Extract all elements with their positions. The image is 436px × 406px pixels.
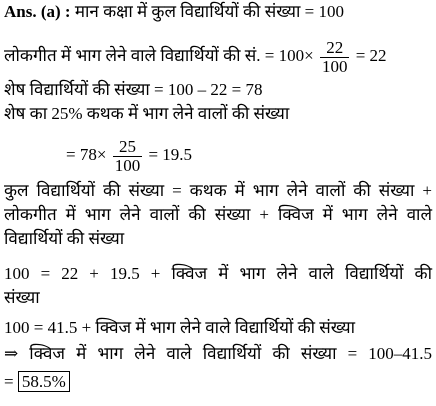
line-2-suffix: = 22 [355, 46, 387, 65]
line-9: 100 = 22 + 19.5 + क्विज में भाग लेने वाले विद्यार्थियों की [4, 264, 432, 283]
line-5-suffix: = 19.5 [148, 145, 193, 164]
line-3: शेष विद्यार्थियों की संख्या = 100 – 22 = 78 [4, 80, 263, 99]
line-10: संख्या [4, 288, 40, 307]
line-12: ⇒ क्विज में भाग लेने वाले विद्यार्थियों की संख्या = 100–41.5 [4, 344, 432, 363]
line-2-prefix: लोकगीत में भाग लेने वाले विद्यार्थियों की सं. = 100× [4, 46, 314, 65]
fraction-numerator: 22 [320, 39, 350, 58]
line-1-text: मान कक्षा में कुल विद्यार्थियों की संख्या = 100 [74, 2, 344, 21]
fraction-denominator: 100 [321, 56, 348, 76]
fraction-25-100 [113, 138, 143, 175]
line-1 [4, 2, 432, 22]
equals-sign: = [4, 372, 14, 391]
line-5-prefix: = 78× [66, 145, 107, 164]
line-8: विद्यार्थियों की संख्या [4, 229, 125, 248]
line-5 [66, 135, 432, 175]
fraction-22-100 [320, 39, 350, 76]
final-answer-box: 58.5% [18, 371, 70, 392]
answer-label: Ans. (a) : [4, 2, 71, 21]
line-2 [4, 36, 432, 76]
fraction-numerator: 25 [113, 138, 143, 157]
line-7: लोकगीत में भाग लेने वालों की संख्या + क्विज में भाग लेने वाले [4, 205, 432, 224]
line-6: कुल विद्यार्थियों की संख्या = कथक में भाग लेने वालों की संख्या + [4, 181, 432, 200]
line-13 [4, 372, 432, 392]
line-4: शेष का 25% कथक में भाग लेने वालों की संख्या [4, 104, 290, 123]
line-11: 100 = 41.5 + क्विज में भाग लेने वाले विद्यार्थियों की संख्या [4, 318, 355, 337]
fraction-denominator: 100 [114, 155, 141, 175]
